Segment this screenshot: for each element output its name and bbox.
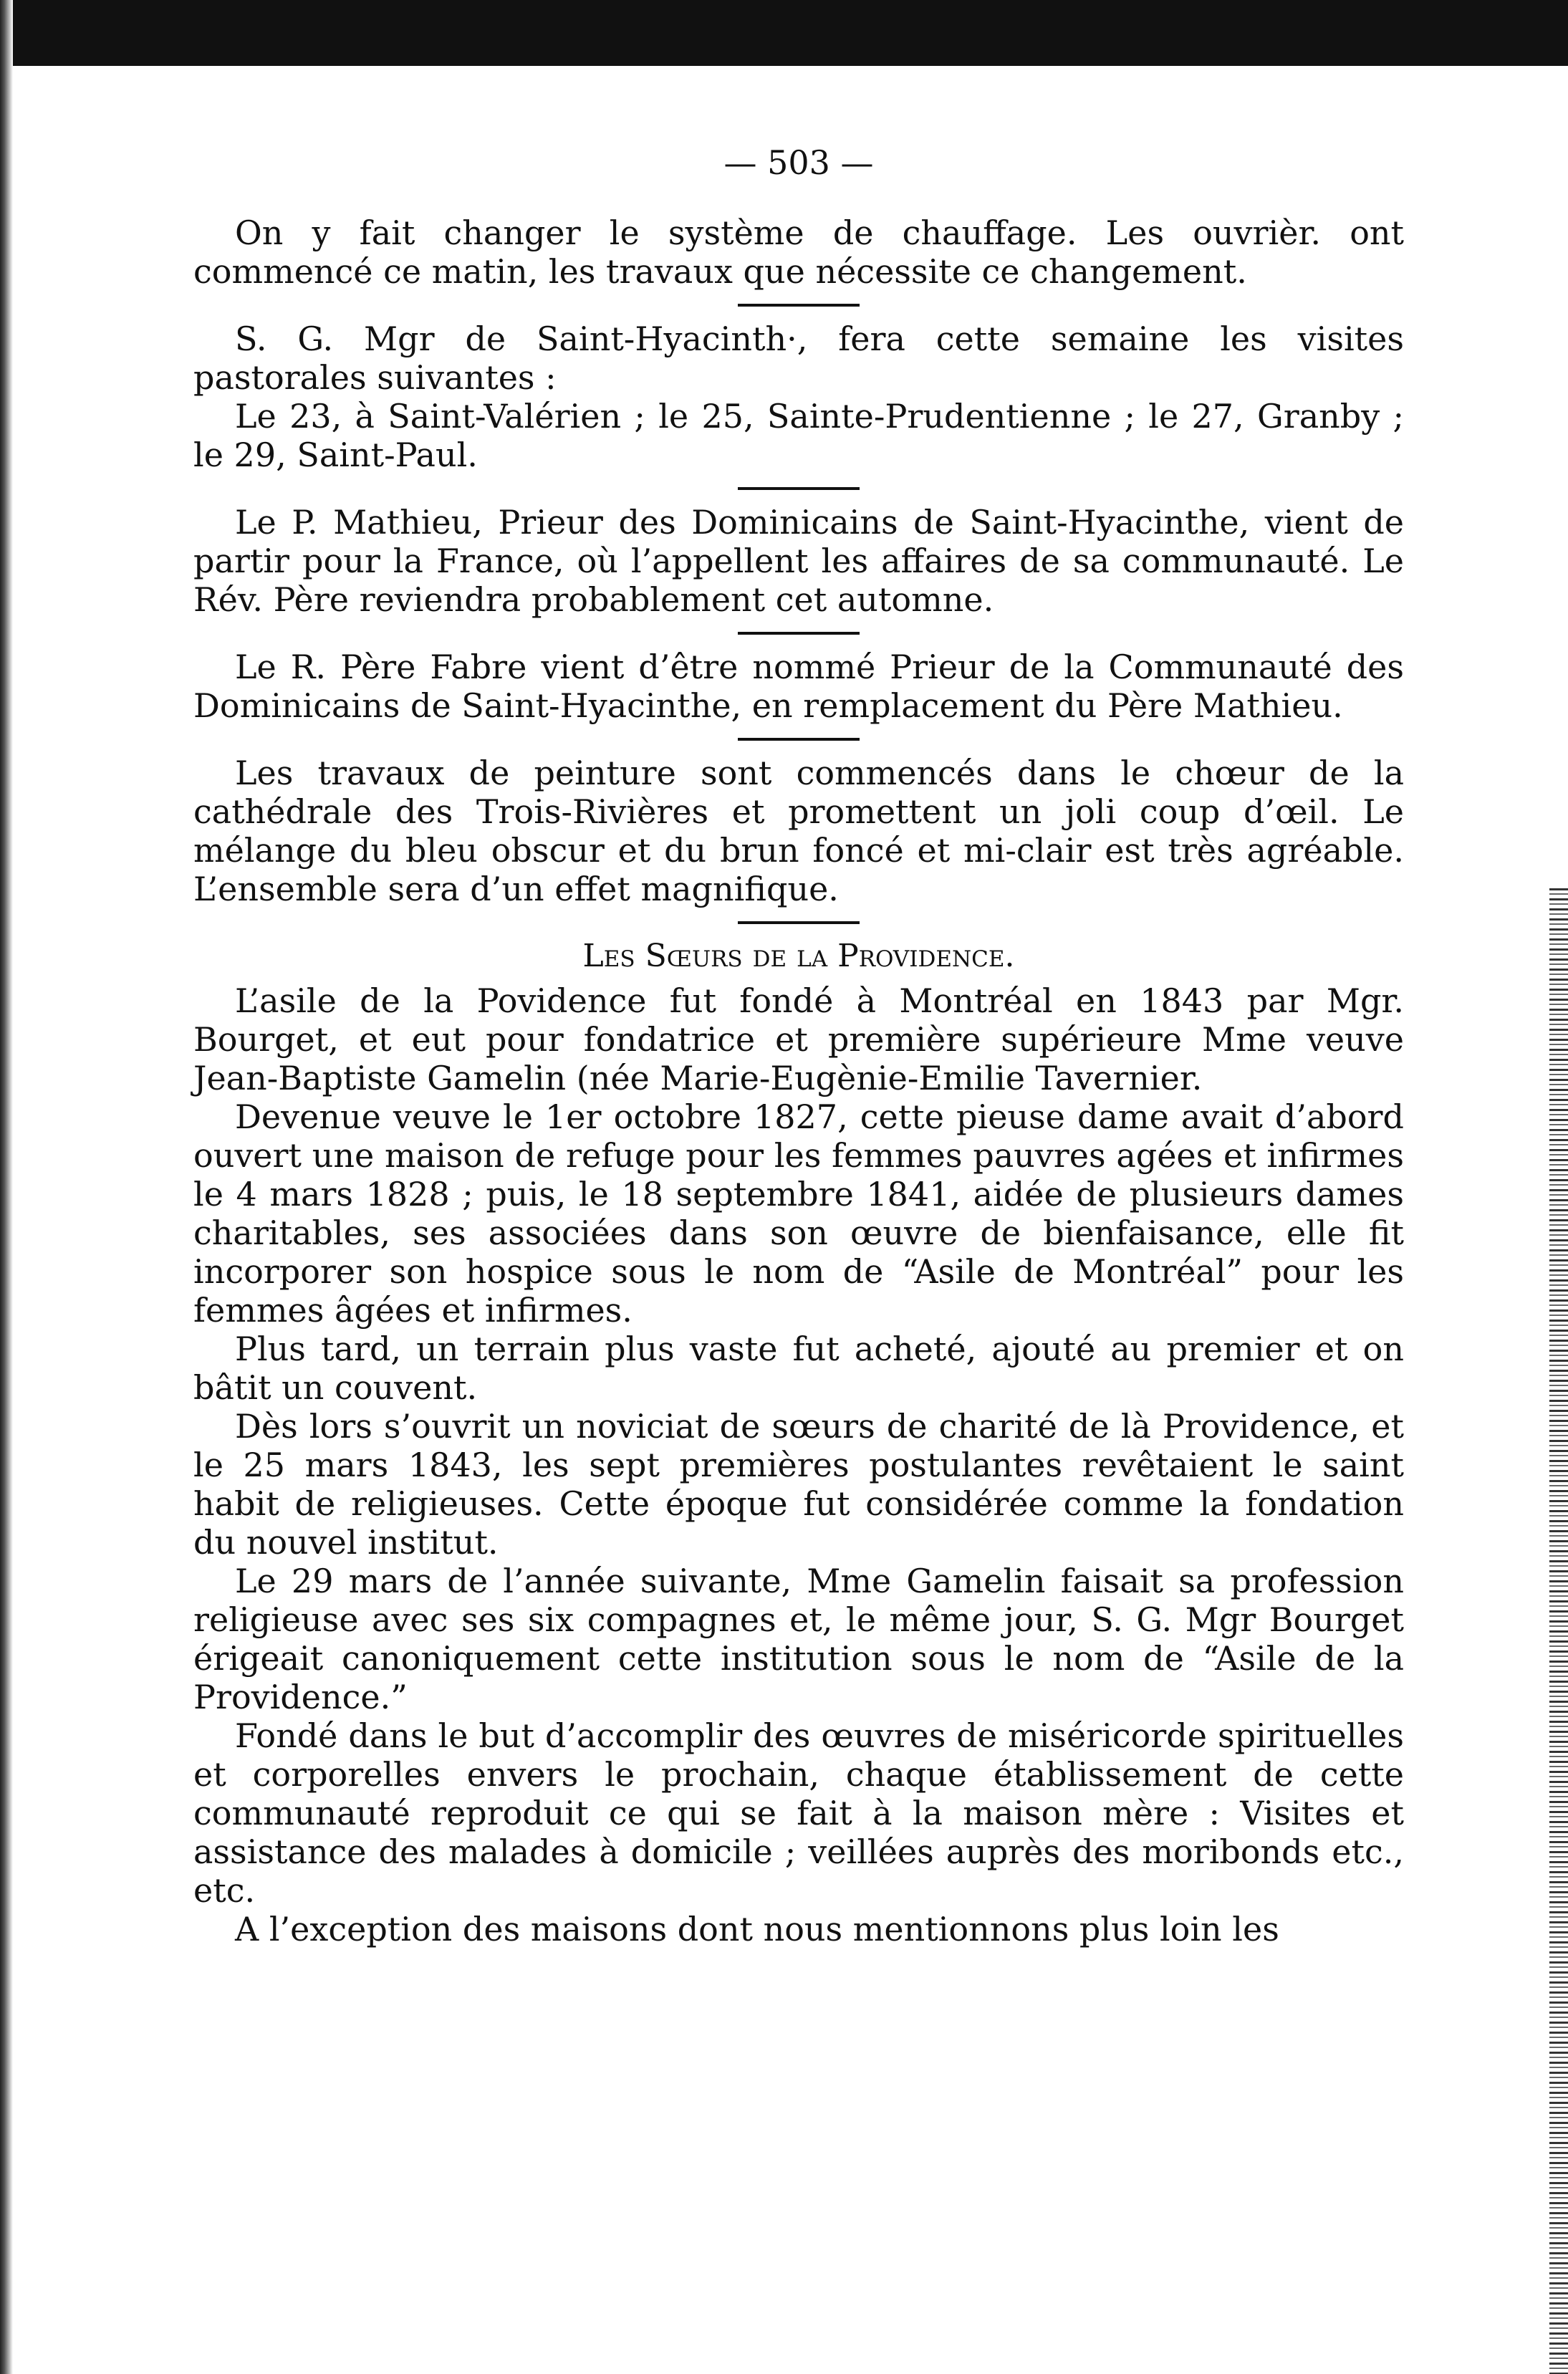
paragraph-peinture-cathedrale: Les travaux de peinture sont commencés dans le chœur de la cathédrale des Trois-Rivières et promettent un joli coup d’œil. Le mélange du bleu obscur et du brun foncé et mi-clair est très agréable. L’ensemble sera d’un effet magnifique.	[193, 754, 1404, 908]
separator-rule	[738, 738, 860, 741]
paragraph-visites-pastorales: S. G. Mgr de Saint-Hyacinth·, fera cette semaine les visites pastorales suivantes :	[193, 319, 1404, 397]
paragraph-exception: A l’exception des maisons dont nous mentionnons plus loin les	[235, 1910, 1279, 1948]
separator-rule	[738, 487, 860, 490]
page-number: — 503 —	[723, 143, 874, 182]
section-title: Les Sœurs de la Providence.	[582, 938, 1015, 974]
document-page	[193, 143, 1404, 2328]
paragraph-pere-fabre: Le R. Père Fabre vient d’être nommé Prieur de la Communauté des Dominicains de Saint-Hyacinthe, en remplacement du Père Mathieu.	[193, 648, 1404, 725]
separator-rule	[738, 304, 860, 307]
separator-rule	[738, 632, 860, 635]
paragraph-profession: Le 29 mars de l’année suivante, Mme Gamelin faisait sa profession religieuse avec ses six compagnes et, le même jour, S. G. Mgr Bourget érigeait canoniquement cette institution sous le nom de “Asile de la Providence.”	[193, 1562, 1404, 1716]
paragraph-oeuvres: Fondé dans le but d’accomplir des œuvres de miséricorde spirituelles et corporelles envers le prochain, chaque établissement de cette communauté reproduit ce qui se fait à la maison mère : Visites et assistance des malades à domicile ; veillées auprès des moribonds etc., etc.	[193, 1716, 1404, 1910]
scan-left-edge	[0, 0, 13, 2374]
paragraph-chauffage: On y fait changer le système de chauffage. Les ouvrièr. ont commencé ce matin, les travaux que nécessite ce changement.	[193, 213, 1404, 291]
scan-right-edge	[1549, 888, 1568, 2374]
paragraph-asile-fondation: L’asile de la Povidence fut fondé à Montréal en 1843 par Mgr. Bourget, et eut pour fondatrice et première supérieure Mme veuve Jean-Baptiste Gamelin (née Marie-Eugènie-Emilie Tavernier.	[193, 981, 1404, 1097]
paragraph-terrain-couvent: Plus tard, un terrain plus vaste fut acheté, ajouté au premier et on bâtit un couvent.	[193, 1330, 1404, 1407]
paragraph-pere-mathieu: Le P. Mathieu, Prieur des Dominicains de Saint-Hyacinthe, vient de partir pour la France, où l’appellent les affaires de sa communauté. Le Rév. Père reviendra probablement cet automne.	[193, 503, 1404, 619]
paragraph-noviciat: Dès lors s’ouvrit un noviciat de sœurs de charité de là Providence, et le 25 mars 1843, les sept premières postulantes revêtaient le saint habit de religieuses. Cette époque fut considérée comme la fondation du nouvel institut.	[193, 1407, 1404, 1562]
paragraph-veuve-gamelin: Devenue veuve le 1er octobre 1827, cette pieuse dame avait d’abord ouvert une maison de refuge pour les femmes pauvres agées et infirmes le 4 mars 1828 ; puis, le 18 septembre 1841, aidée de plusieurs dames charitables, ses associées dans son œuvre de bienfaisance, elle fit incorporer son hospice sous le nom de “Asile de Montréal” pour les femmes âgées et infirmes.	[193, 1097, 1404, 1330]
separator-rule	[738, 921, 860, 924]
scan-top-border	[0, 0, 1568, 66]
paragraph-itinerary: Le 23, à Saint-Valérien ; le 25, Sainte-Prudentienne ; le 27, Granby ; le 29, Saint-Paul.	[193, 397, 1404, 474]
